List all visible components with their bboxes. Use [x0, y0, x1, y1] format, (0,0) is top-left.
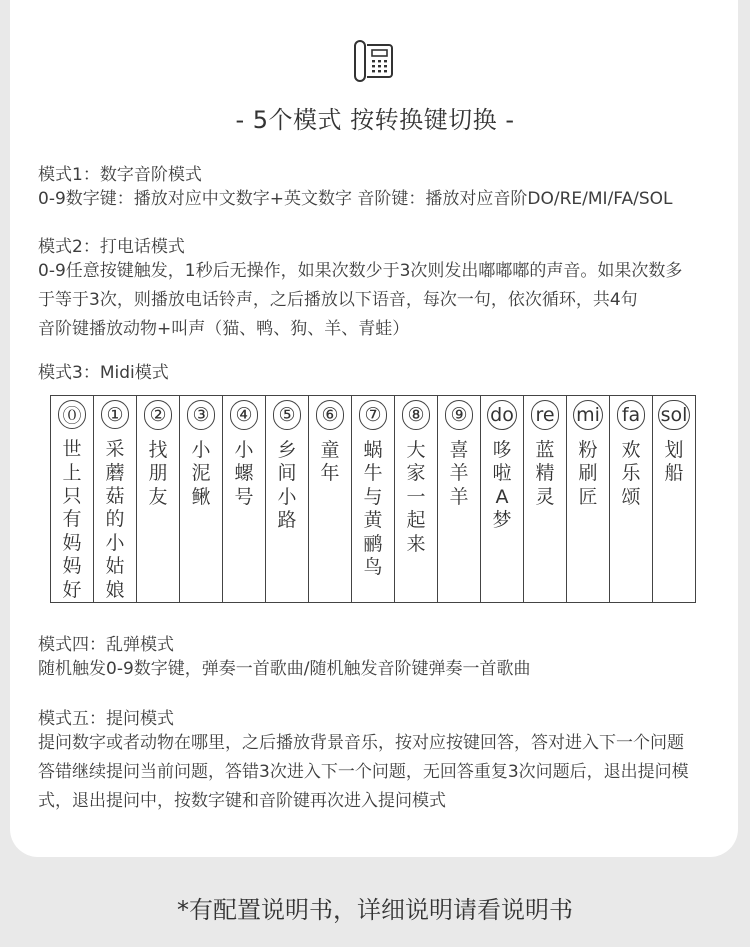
- midi-table-column: [309, 396, 352, 602]
- mode4-description: [38, 655, 728, 684]
- midi-table-column: [180, 396, 223, 602]
- mode3-title: 模式3：Midi模式: [38, 363, 169, 383]
- song-title: 童年: [320, 439, 340, 485]
- mode2-description: [38, 257, 728, 344]
- midi-table-column: [610, 396, 653, 602]
- key-label: fa: [617, 400, 645, 430]
- page-heading: - 5个模式 按转换键切换 -: [235, 106, 515, 134]
- mode1-title: 模式1：数字音阶模式: [38, 165, 202, 185]
- mode5-line: 提问数字或者动物在哪里，之后播放背景音乐，按对应按键回答，答对进入下一个问题: [38, 733, 684, 753]
- midi-table-column: [223, 396, 266, 602]
- key-label: do: [487, 400, 517, 430]
- key-label: ⑥: [316, 400, 344, 430]
- mode4-title: 模式四：乱弹模式: [38, 635, 174, 655]
- song-title: 大家一起来: [406, 439, 426, 555]
- mode5-line: 答错继续提问当前问题，答错3次进入下一个问题，无回答重复3次问题后，退出提问模: [38, 762, 689, 782]
- song-title: 蓝精灵: [535, 439, 555, 508]
- mode2-title: 模式2：打电话模式: [38, 237, 185, 257]
- mode2-line: 0-9任意按键触发，1秒后无操作，如果次数少于3次则发出嘟嘟嘟的声音。如果次数多: [38, 261, 683, 281]
- song-title: 喜羊羊: [449, 439, 469, 508]
- midi-table-column: [395, 396, 438, 602]
- song-title: 小泥鳅: [191, 439, 211, 508]
- song-title: 欢乐颂: [621, 439, 641, 508]
- midi-table-column: [266, 396, 309, 602]
- song-title: 找朋友: [148, 439, 168, 508]
- key-label: re: [531, 400, 559, 430]
- mode1-line: 0-9数字键：播放对应中文数字+英文数字 音阶键：播放对应音阶DO/RE/MI/FA/SOL: [38, 189, 673, 209]
- midi-table-column: [51, 396, 94, 602]
- key-label: ①: [101, 400, 129, 429]
- midi-song-table: [50, 395, 696, 603]
- key-label: ⑧: [402, 400, 430, 430]
- song-title: 哆啦A梦: [492, 439, 512, 532]
- phone-icon: [352, 39, 396, 83]
- key-label: ⑤: [273, 400, 301, 430]
- song-title: 粉刷匠: [578, 439, 598, 508]
- key-label: ⑨: [445, 400, 473, 430]
- song-title: 小螺号: [234, 439, 254, 508]
- midi-table-column: [481, 396, 524, 602]
- song-title: 采蘑菇的小姑娘: [105, 438, 125, 601]
- midi-table-column: [137, 396, 180, 602]
- key-label: ④: [230, 400, 258, 430]
- key-label: ⑦: [359, 400, 387, 430]
- footer-note: *有配置说明书，详细说明请看说明书: [177, 896, 573, 924]
- midi-table-column: [94, 396, 137, 602]
- midi-table-column: [438, 396, 481, 602]
- mode5-title: 模式五：提问模式: [38, 709, 174, 729]
- mode2-line: 音阶键播放动物+叫声（猫、鸭、狗、羊、青蛙）: [38, 319, 410, 339]
- midi-table-column: [567, 396, 610, 602]
- mode5-description: [38, 729, 728, 816]
- midi-table-column: [352, 396, 395, 602]
- mode2-line: 于等于3次，则播放电话铃声，之后播放以下语音，每次一句，依次循环，共4句: [38, 290, 638, 310]
- midi-table-column: [524, 396, 567, 602]
- mode5-line: 式，退出提问中，按数字键和音阶键再次进入提问模式: [38, 791, 446, 811]
- song-title: 世上只有妈妈好: [62, 438, 82, 601]
- mode4-line: 随机触发0-9数字键，弹奏一首歌曲/随机触发音阶键弹奏一首歌曲: [38, 659, 531, 679]
- song-title: 乡间小路: [277, 439, 297, 532]
- key-label: mi: [573, 400, 603, 430]
- mode1-description: [38, 185, 728, 214]
- key-label: sol: [658, 400, 691, 430]
- key-label: ⓪: [58, 400, 86, 429]
- key-label: ③: [187, 400, 215, 430]
- midi-table-column: [653, 396, 695, 602]
- song-title: 划船: [664, 439, 684, 485]
- key-label: ②: [144, 400, 172, 430]
- song-title: 蜗牛与黄鹂鸟: [363, 439, 383, 579]
